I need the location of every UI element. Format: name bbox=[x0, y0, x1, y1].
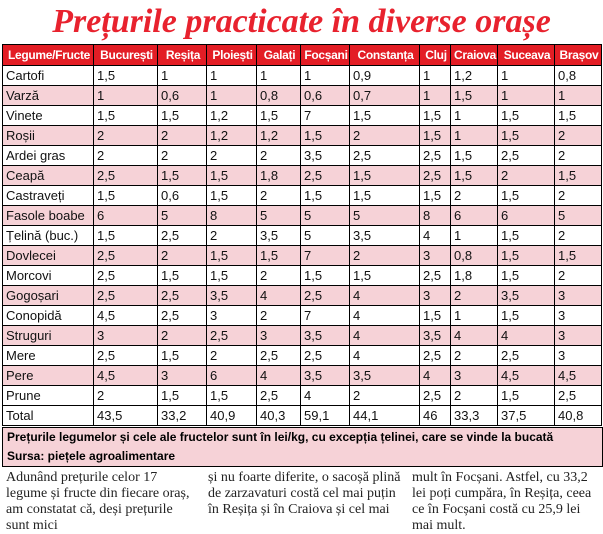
price-cell: 2 bbox=[257, 146, 301, 166]
total-cell: 46 bbox=[420, 406, 451, 426]
price-cell: 1,5 bbox=[498, 306, 555, 326]
price-cell: 5 bbox=[350, 206, 420, 226]
price-cell: 2 bbox=[350, 126, 420, 146]
price-cell: 2,5 bbox=[94, 266, 158, 286]
price-cell: 2,5 bbox=[555, 386, 602, 406]
table-row bbox=[3, 166, 602, 186]
price-cell: 2 bbox=[207, 226, 257, 246]
price-cell: 2 bbox=[207, 146, 257, 166]
price-cell: 4,5 bbox=[94, 306, 158, 326]
price-cell: 1,5 bbox=[350, 186, 420, 206]
price-cell: 4 bbox=[257, 286, 301, 306]
total-cell: 59,1 bbox=[301, 406, 350, 426]
price-cell: 1,5 bbox=[158, 266, 207, 286]
column-header-city: București bbox=[94, 45, 158, 66]
price-cell: 3 bbox=[207, 306, 257, 326]
price-cell: 2 bbox=[555, 146, 602, 166]
price-cell: 6 bbox=[207, 366, 257, 386]
price-cell: 1,5 bbox=[498, 186, 555, 206]
price-cell: 2,5 bbox=[420, 266, 451, 286]
table-row bbox=[3, 306, 602, 326]
product-name-cell: Fasole boabe bbox=[3, 206, 94, 226]
price-cell: 0,6 bbox=[158, 86, 207, 106]
price-cell: 3,5 bbox=[301, 366, 350, 386]
price-cell: 2,5 bbox=[94, 286, 158, 306]
price-cell: 2 bbox=[94, 126, 158, 146]
price-cell: 3,5 bbox=[301, 326, 350, 346]
column-header-city: Cluj bbox=[420, 45, 451, 66]
price-cell: 2,5 bbox=[301, 346, 350, 366]
price-cell: 1 bbox=[207, 66, 257, 86]
price-cell: 8 bbox=[207, 206, 257, 226]
total-cell: 40,8 bbox=[555, 406, 602, 426]
total-cell: 37,5 bbox=[498, 406, 555, 426]
price-cell: 7 bbox=[301, 246, 350, 266]
price-cell: 4,5 bbox=[498, 366, 555, 386]
table-row bbox=[3, 346, 602, 366]
price-cell: 0,8 bbox=[451, 246, 498, 266]
price-cell: 4 bbox=[350, 326, 420, 346]
price-cell: 5 bbox=[257, 206, 301, 226]
price-cell: 2 bbox=[555, 266, 602, 286]
product-name-cell: Cartofi bbox=[3, 66, 94, 86]
price-cell: 1,5 bbox=[207, 266, 257, 286]
price-cell: 2,5 bbox=[158, 226, 207, 246]
article-column-2 bbox=[208, 470, 403, 520]
price-cell: 2,5 bbox=[94, 346, 158, 366]
price-cell: 1,5 bbox=[420, 306, 451, 326]
price-cell: 3,5 bbox=[257, 226, 301, 246]
price-cell: 4 bbox=[451, 326, 498, 346]
table-row bbox=[3, 146, 602, 166]
total-cell: 43,5 bbox=[94, 406, 158, 426]
price-cell: 0,9 bbox=[350, 66, 420, 86]
price-cell: 1,5 bbox=[207, 186, 257, 206]
unit-note: Prețurile legumelor și cele ale fructelor sunt în lei/kg, cu excepția țelinei, care se vinde la bucată bbox=[2, 427, 603, 448]
price-cell: 1 bbox=[498, 66, 555, 86]
price-cell: 2 bbox=[158, 326, 207, 346]
price-cell: 1,5 bbox=[301, 186, 350, 206]
price-cell: 3,5 bbox=[301, 146, 350, 166]
price-cell: 2,5 bbox=[420, 346, 451, 366]
price-cell: 3,5 bbox=[350, 226, 420, 246]
total-cell: 40,9 bbox=[207, 406, 257, 426]
product-name-cell: Conopidă bbox=[3, 306, 94, 326]
price-cell: 4 bbox=[498, 326, 555, 346]
price-cell: 1 bbox=[498, 86, 555, 106]
price-cell: 1,2 bbox=[257, 126, 301, 146]
price-cell: 1,8 bbox=[257, 166, 301, 186]
price-cell: 2 bbox=[257, 266, 301, 286]
page-title: Prețurile practicate în diverse orașe bbox=[52, 3, 551, 40]
table-row bbox=[3, 386, 602, 406]
price-cell: 2,5 bbox=[498, 146, 555, 166]
price-cell: 1,2 bbox=[451, 66, 498, 86]
price-cell: 4 bbox=[350, 306, 420, 326]
column-header-city: Focșani bbox=[301, 45, 350, 66]
price-cell: 2 bbox=[158, 146, 207, 166]
price-cell: 5 bbox=[555, 206, 602, 226]
price-cell: 4 bbox=[301, 386, 350, 406]
column-header-city: Brașov bbox=[555, 45, 602, 66]
price-cell: 2,5 bbox=[301, 286, 350, 306]
price-cell: 1,5 bbox=[158, 166, 207, 186]
price-cell: 1,5 bbox=[257, 106, 301, 126]
table-row bbox=[3, 86, 602, 106]
product-name-cell: Varză bbox=[3, 86, 94, 106]
price-cell: 4 bbox=[420, 366, 451, 386]
total-cell: 40,3 bbox=[257, 406, 301, 426]
price-cell: 1,5 bbox=[420, 106, 451, 126]
price-cell: 2,5 bbox=[257, 386, 301, 406]
price-cell: 2,5 bbox=[420, 386, 451, 406]
price-cell: 1,5 bbox=[498, 106, 555, 126]
price-cell: 1,5 bbox=[301, 126, 350, 146]
price-cell: 1 bbox=[207, 86, 257, 106]
price-cell: 0,6 bbox=[158, 186, 207, 206]
price-cell: 2,5 bbox=[158, 286, 207, 306]
price-cell: 5 bbox=[301, 206, 350, 226]
price-cell: 3 bbox=[94, 326, 158, 346]
price-cell: 2 bbox=[451, 286, 498, 306]
price-cell: 2 bbox=[555, 186, 602, 206]
price-cell: 3 bbox=[420, 246, 451, 266]
price-cell: 8 bbox=[420, 206, 451, 226]
table-row bbox=[3, 326, 602, 346]
price-cell: 5 bbox=[158, 206, 207, 226]
article-column-1 bbox=[6, 470, 198, 533]
total-cell: 33,2 bbox=[158, 406, 207, 426]
price-cell: 1,5 bbox=[451, 86, 498, 106]
table-row bbox=[3, 266, 602, 286]
column-header-product: Legume/Fructe bbox=[3, 45, 94, 66]
table-row bbox=[3, 66, 602, 86]
price-cell: 4,5 bbox=[555, 366, 602, 386]
price-cell: 0,7 bbox=[350, 86, 420, 106]
total-row bbox=[3, 406, 602, 426]
price-cell: 1,5 bbox=[451, 146, 498, 166]
price-cell: 1,5 bbox=[498, 126, 555, 146]
table-row bbox=[3, 126, 602, 146]
price-cell: 4 bbox=[420, 226, 451, 246]
product-name-cell: Vinete bbox=[3, 106, 94, 126]
price-cell: 0,8 bbox=[257, 86, 301, 106]
table-row bbox=[3, 366, 602, 386]
price-cell: 1,5 bbox=[555, 166, 602, 186]
price-cell: 1 bbox=[451, 126, 498, 146]
table-row bbox=[3, 206, 602, 226]
price-cell: 6 bbox=[498, 206, 555, 226]
price-cell: 1,5 bbox=[420, 186, 451, 206]
price-cell: 3 bbox=[158, 366, 207, 386]
price-cell: 2,5 bbox=[420, 146, 451, 166]
product-name-cell: Țelină (buc.) bbox=[3, 226, 94, 246]
price-cell: 2 bbox=[555, 226, 602, 246]
price-cell: 2,5 bbox=[257, 346, 301, 366]
price-cell: 1,5 bbox=[94, 226, 158, 246]
total-cell: 33,3 bbox=[451, 406, 498, 426]
price-cell: 1,5 bbox=[207, 386, 257, 406]
price-cell: 3 bbox=[555, 326, 602, 346]
price-cell: 1,5 bbox=[420, 126, 451, 146]
table-row bbox=[3, 226, 602, 246]
price-cell: 1,5 bbox=[94, 186, 158, 206]
price-cell: 1,5 bbox=[207, 246, 257, 266]
product-name-cell: Ardei gras bbox=[3, 146, 94, 166]
price-cell: 4 bbox=[350, 346, 420, 366]
price-cell: 1 bbox=[158, 66, 207, 86]
price-cell: 1 bbox=[301, 66, 350, 86]
price-cell: 1,8 bbox=[451, 266, 498, 286]
price-cell: 3,5 bbox=[350, 366, 420, 386]
price-cell: 2 bbox=[451, 346, 498, 366]
price-cell: 3 bbox=[257, 326, 301, 346]
table-row bbox=[3, 106, 602, 126]
price-cell: 1 bbox=[420, 66, 451, 86]
price-cell: 1,5 bbox=[498, 226, 555, 246]
price-cell: 4 bbox=[257, 366, 301, 386]
article-text-3: mult în Focșani. Astfel, cu 33,2 lei poți cumpăra, în Reșița, ceea ce în Focșani costă cu 25,9 lei mai mult. bbox=[412, 470, 592, 533]
price-cell: 1,5 bbox=[498, 386, 555, 406]
total-cell: 44,1 bbox=[350, 406, 420, 426]
price-cell: 1,5 bbox=[451, 166, 498, 186]
table-row bbox=[3, 286, 602, 306]
price-cell: 1 bbox=[420, 86, 451, 106]
price-cell: 1 bbox=[451, 226, 498, 246]
column-header-city: Ploiești bbox=[207, 45, 257, 66]
price-cell: 3,5 bbox=[420, 326, 451, 346]
price-cell: 3,5 bbox=[207, 286, 257, 306]
price-cell: 1,5 bbox=[158, 346, 207, 366]
column-header-city: Galați bbox=[257, 45, 301, 66]
price-cell: 2,5 bbox=[207, 326, 257, 346]
price-cell: 3 bbox=[555, 346, 602, 366]
price-cell: 1,5 bbox=[207, 166, 257, 186]
table-row bbox=[3, 186, 602, 206]
product-name-cell: Struguri bbox=[3, 326, 94, 346]
price-cell: 3 bbox=[555, 306, 602, 326]
product-name-cell: Castraveți bbox=[3, 186, 94, 206]
price-cell: 1,5 bbox=[94, 66, 158, 86]
price-cell: 2,5 bbox=[94, 246, 158, 266]
table-header-row bbox=[3, 45, 602, 66]
product-name-cell: Gogoșari bbox=[3, 286, 94, 306]
price-cell: 1,2 bbox=[207, 106, 257, 126]
price-cell: 2 bbox=[257, 186, 301, 206]
product-name-cell: Prune bbox=[3, 386, 94, 406]
price-cell: 1 bbox=[257, 66, 301, 86]
price-cell: 3 bbox=[555, 286, 602, 306]
price-cell: 2 bbox=[451, 186, 498, 206]
price-cell: 4,5 bbox=[94, 366, 158, 386]
price-cell: 1,5 bbox=[257, 246, 301, 266]
column-header-city: Constanța bbox=[350, 45, 420, 66]
price-cell: 3,5 bbox=[498, 286, 555, 306]
article-text-2: și nu foarte diferite, o sacoșă plină de zarzavaturi costă cel mai puțin în Reșița și în Craiova și cel mai bbox=[208, 470, 401, 517]
price-cell: 2 bbox=[257, 306, 301, 326]
price-cell: 2,5 bbox=[301, 166, 350, 186]
price-cell: 2 bbox=[498, 166, 555, 186]
product-name-cell: Morcovi bbox=[3, 266, 94, 286]
price-cell: 2,5 bbox=[158, 306, 207, 326]
product-name-cell: Mere bbox=[3, 346, 94, 366]
price-cell: 7 bbox=[301, 306, 350, 326]
price-cell: 1 bbox=[451, 306, 498, 326]
price-cell: 1,5 bbox=[498, 266, 555, 286]
product-name-cell: Dovlecei bbox=[3, 246, 94, 266]
column-header-city: Reșița bbox=[158, 45, 207, 66]
price-cell: 1,5 bbox=[350, 106, 420, 126]
column-header-city: Suceava bbox=[498, 45, 555, 66]
price-cell: 6 bbox=[451, 206, 498, 226]
price-cell: 1,5 bbox=[158, 106, 207, 126]
price-cell: 2 bbox=[350, 246, 420, 266]
price-cell: 1 bbox=[451, 106, 498, 126]
price-cell: 2,5 bbox=[498, 346, 555, 366]
article-column-3 bbox=[412, 470, 600, 533]
price-cell: 0,6 bbox=[301, 86, 350, 106]
price-cell: 1,2 bbox=[207, 126, 257, 146]
product-name-cell: Ceapă bbox=[3, 166, 94, 186]
price-cell: 6 bbox=[94, 206, 158, 226]
price-cell: 2 bbox=[350, 386, 420, 406]
price-cell: 5 bbox=[301, 226, 350, 246]
price-cell: 4 bbox=[350, 286, 420, 306]
price-cell: 2,5 bbox=[94, 166, 158, 186]
price-table bbox=[2, 44, 602, 426]
article-text-1: Adunând prețurile celor 17 legume și fructe din fiecare oraș, am constatat că, deși prețurile sunt mici bbox=[6, 470, 190, 533]
price-cell: 2 bbox=[451, 386, 498, 406]
price-cell: 1,5 bbox=[555, 106, 602, 126]
column-header-city: Craiova bbox=[451, 45, 498, 66]
price-cell: 2 bbox=[158, 246, 207, 266]
price-cell: 3 bbox=[420, 286, 451, 306]
price-cell: 1,5 bbox=[350, 166, 420, 186]
price-cell: 1 bbox=[94, 86, 158, 106]
price-cell: 1,5 bbox=[498, 246, 555, 266]
price-cell: 1,5 bbox=[94, 106, 158, 126]
price-cell: 1,5 bbox=[301, 266, 350, 286]
price-cell: 7 bbox=[301, 106, 350, 126]
price-cell: 1,5 bbox=[158, 386, 207, 406]
price-cell: 2 bbox=[555, 126, 602, 146]
price-cell: 2 bbox=[94, 386, 158, 406]
price-cell: 0,8 bbox=[555, 66, 602, 86]
product-name-cell: Pere bbox=[3, 366, 94, 386]
table-row bbox=[3, 246, 602, 266]
source-note: Sursa: piețele agroalimentare bbox=[2, 447, 603, 467]
price-cell: 2,5 bbox=[350, 146, 420, 166]
price-cell: 2 bbox=[158, 126, 207, 146]
price-cell: 3 bbox=[451, 366, 498, 386]
price-cell: 1,5 bbox=[350, 266, 420, 286]
price-cell: 2,5 bbox=[420, 166, 451, 186]
price-cell: 2 bbox=[207, 346, 257, 366]
price-cell: 2 bbox=[94, 146, 158, 166]
price-cell: 1 bbox=[555, 86, 602, 106]
total-label-cell: Total bbox=[3, 406, 94, 426]
product-name-cell: Roșii bbox=[3, 126, 94, 146]
price-cell: 1,5 bbox=[555, 246, 602, 266]
